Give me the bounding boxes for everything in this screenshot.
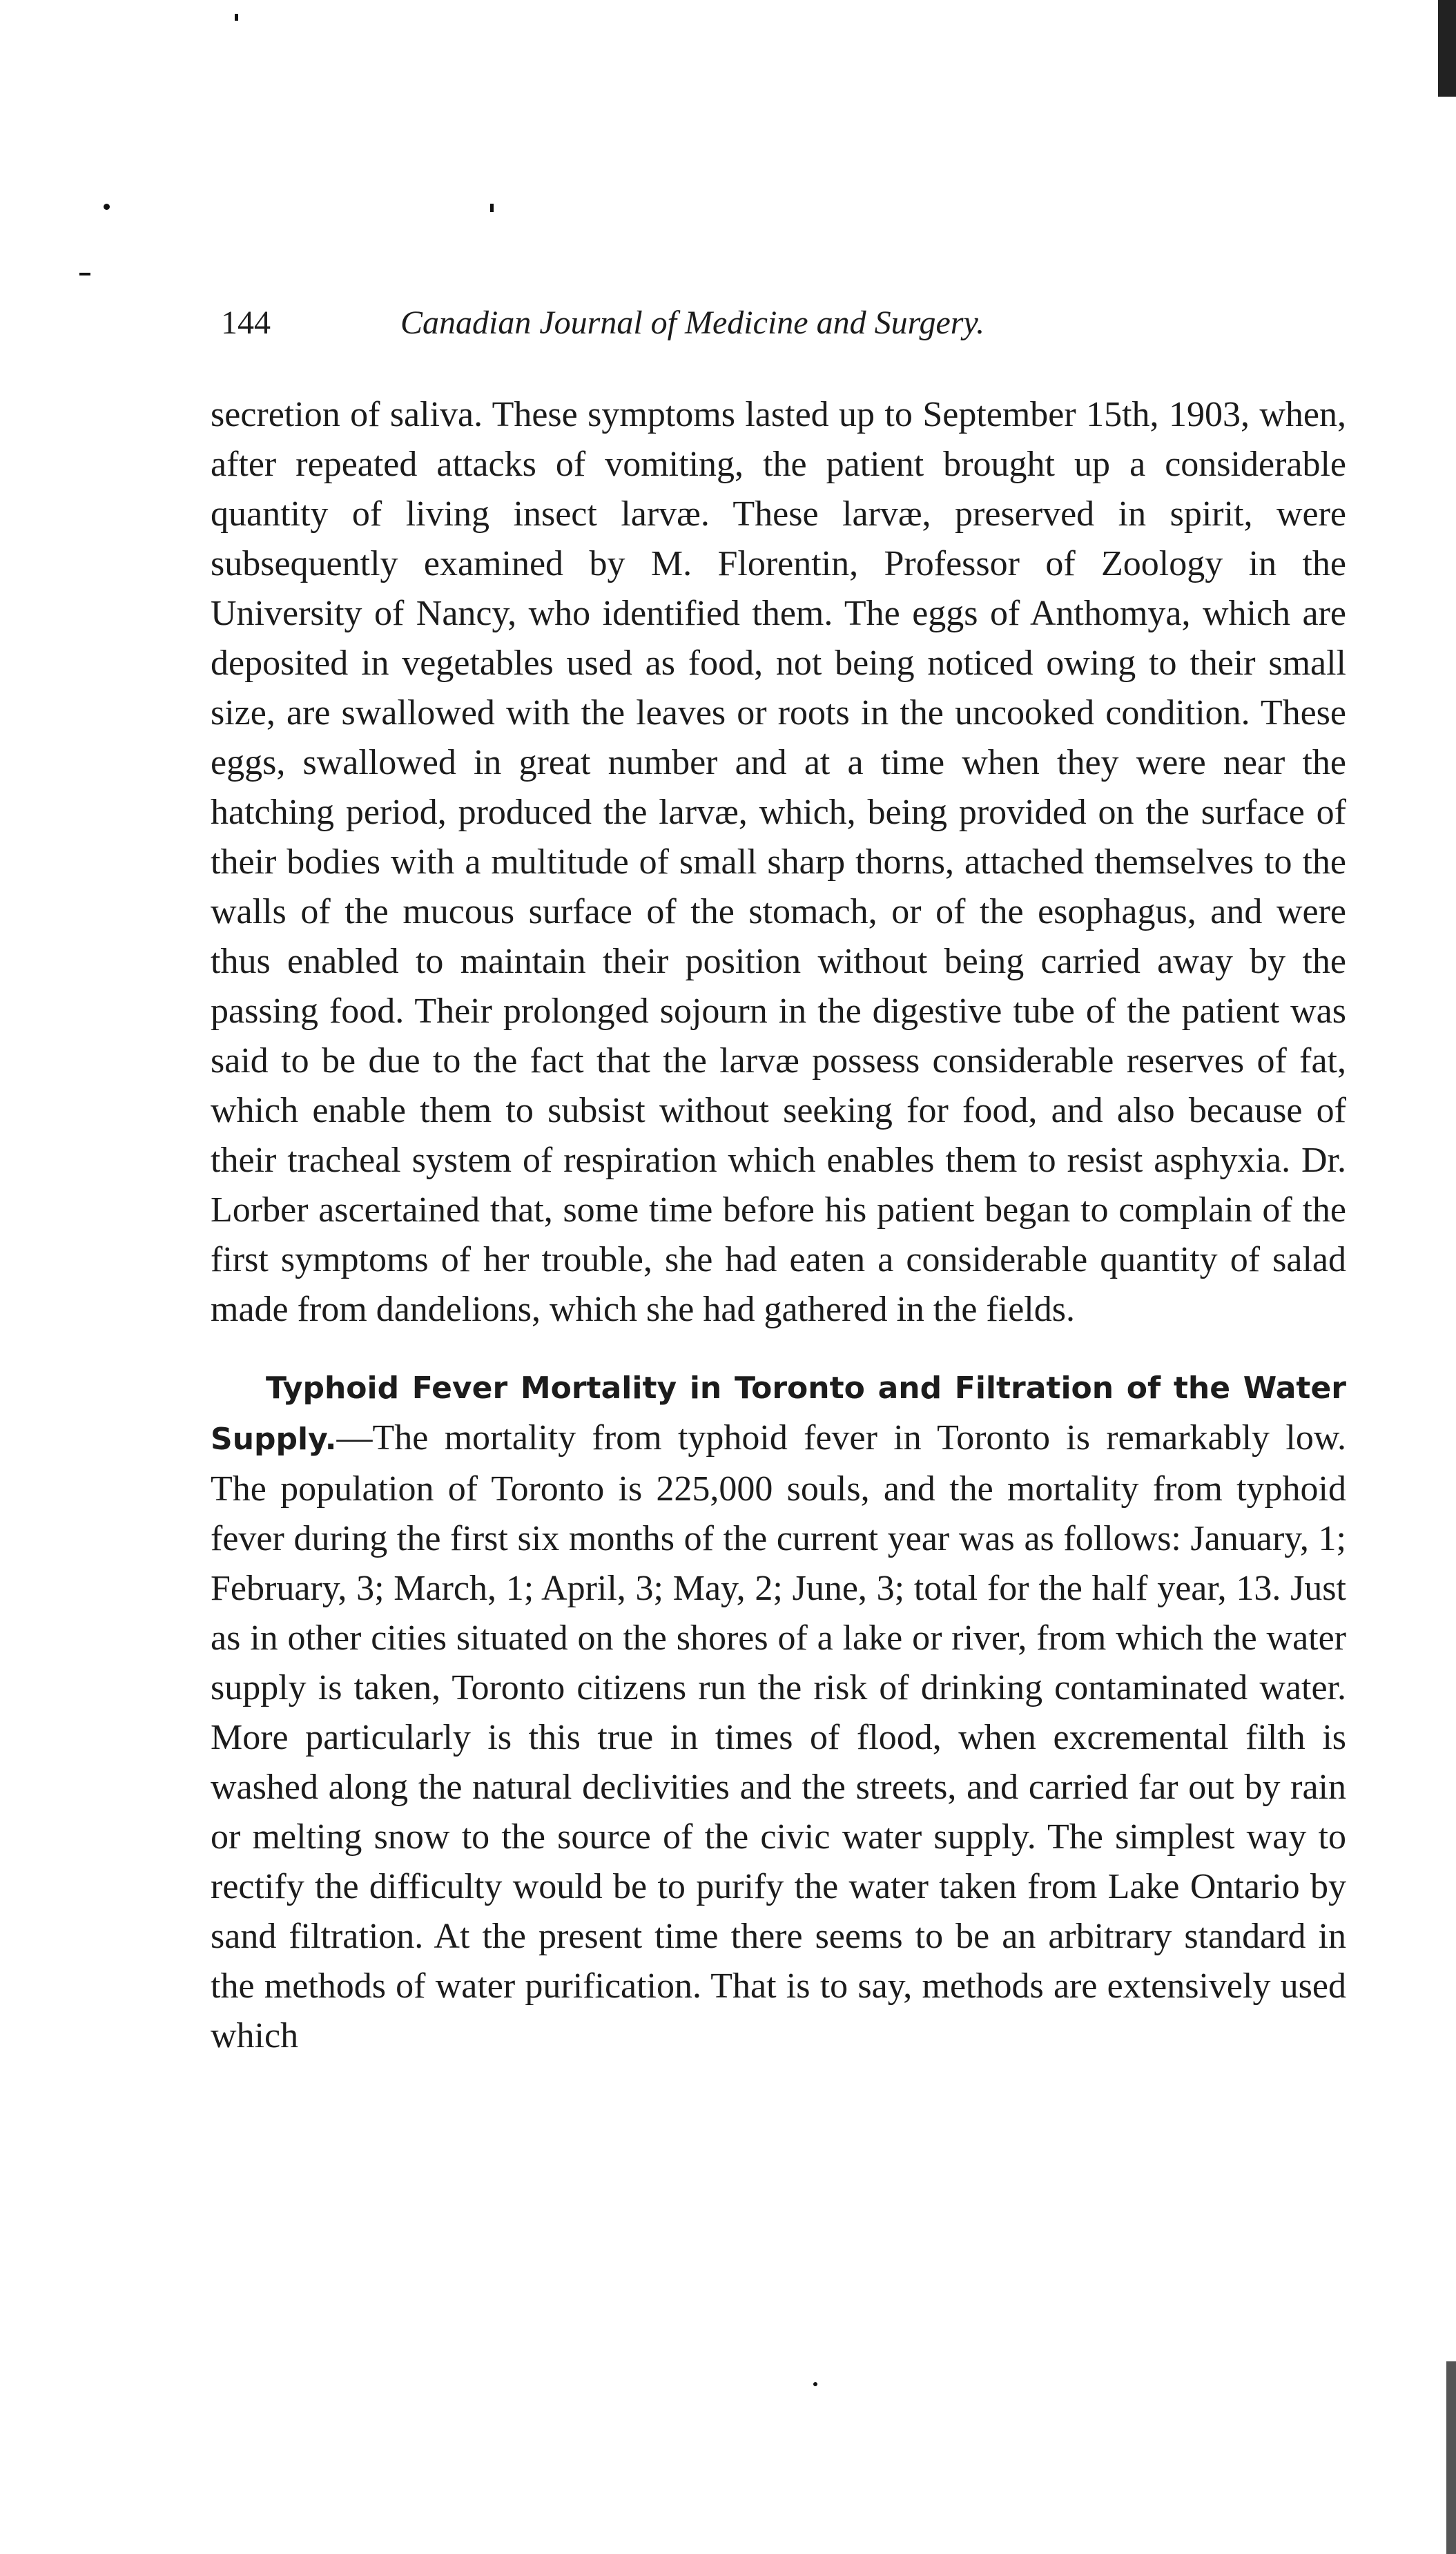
scan-speck <box>235 14 238 21</box>
article-body <box>211 390 1346 2061</box>
scan-speck <box>490 204 494 212</box>
paragraph-text: —The mortality from typhoid fever in Toronto is remarkably low. The population of Toronto is 225,000 souls, and the mortality from typhoid fever during the first six months of the current year was as follows: January, 1; February, 3; March, 1; April, 3; May, 2; June, 3; total for the half year, 13. Just as in other cities situated on the shores of a lake or river, from which the water supply is taken, Toronto citizens run the risk of drinking contaminated water. More particularly is this true in times of flood, when excremental filth is washed along the natural declivities and the streets, and carried far out by rain or melting snow to the source of the civic water supply. The simplest way to rectify the difficulty would be to purify the water taken from Lake Ontario by sand filtration. At the present time there seems to be an arbitrary standard in the methods of water purification. That is to say, methods are extensively used which <box>211 1418 1346 2055</box>
section-heading: Typhoid Fever Mortality in Toronto and Filtration of the Water Supply. <box>211 1371 1346 1457</box>
scan-speck <box>79 273 90 275</box>
running-head: Canadian Journal of Medicine and Surgery. <box>400 304 985 341</box>
scan-edge-bottom <box>1446 2361 1456 2554</box>
paragraph <box>211 1362 1346 2061</box>
paragraph-text: secretion of saliva. These symptoms lasted up to September 15th, 1903, when, after repeated attacks of vomiting, the patient brought up a considerable quantity of living insect larvæ. These larvæ, preserved in spirit, were subsequently examined by M. Florentin, Professor of Zoology in the University of Nancy, who identified them. The eggs of Anthomya, which are deposited in vegetables used as food, not being noticed owing to their small size, are swallowed with the leaves or roots in the uncooked condition. These eggs, swallowed in great number and at a time when they were near the hatching period, produced the larvæ, which, being provided on the surface of their bodies with a multitude of small sharp thorns, attached themselves to the walls of the mucous surface of the stomach, or of the esophagus, and were thus enabled to maintain their position without being carried away by the passing food. Their prolonged sojourn in the digestive tube of the patient was said to be due to the fact that the larvæ possess considerable reserves of fat, which enable them to subsist without seeking for food, and also because of their tracheal system of respiration which enables them to resist asphyxia. Dr. Lorber ascertained that, some time before his patient began to complain of the first symptoms of her trouble, she had eaten a considerable quantity of salad made from dandelions, which she had gathered in the fields. <box>211 395 1346 1329</box>
page-number: 144 <box>221 304 271 341</box>
scan-edge-top <box>1438 0 1456 97</box>
scan-speck <box>813 2382 817 2386</box>
page-header <box>221 304 1229 352</box>
scan-speck <box>104 204 110 210</box>
paragraph <box>211 390 1346 1335</box>
